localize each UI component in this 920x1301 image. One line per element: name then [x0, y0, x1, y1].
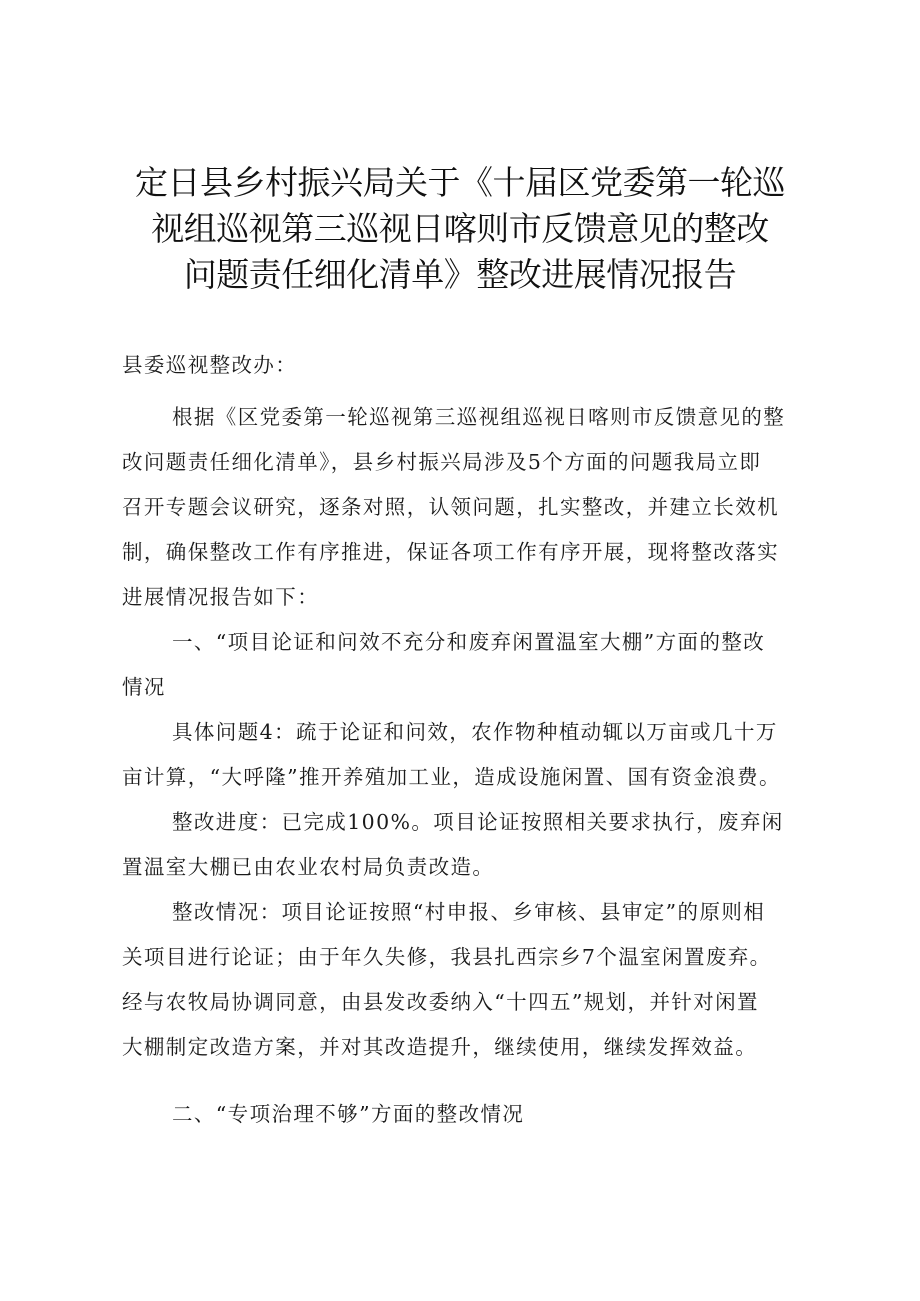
- paragraph-line: 亩计算，“大呼隆”推开养殖加工业，造成设施闲置、国有资金浪费。: [122, 765, 781, 789]
- paragraph-gap: [122, 1070, 812, 1092]
- paragraph-line: 进展情况报告如下：: [122, 585, 320, 609]
- title-line: 问题责任细化清单》整改进展情况报告: [183, 255, 737, 294]
- section-1-heading: [122, 620, 812, 710]
- paragraph-line: 根据《区党委第一轮巡视第三巡视组巡视日喀则市反馈意见的整: [172, 405, 786, 429]
- paragraph-line: 整改进度：已完成100%。项目论证按照相关要求执行，废弃闲: [172, 810, 784, 834]
- title-line: 定日县乡村振兴局关于《十届区党委第一轮巡: [135, 163, 785, 202]
- section-2-heading: 二、“专项治理不够”方面的整改情况: [172, 1102, 525, 1126]
- paragraph-line: 经与农牧局协调同意，由县发改委纳入“十四五”规划，并针对闲置: [122, 990, 759, 1014]
- paragraph-line: 整改情况：项目论证按照“村申报、乡审核、县审定”的原则相: [172, 900, 766, 924]
- heading-line: 情况: [122, 675, 166, 699]
- paragraph-line: 召开专题会议研究，逐条对照，认领问题，扎实整改，并建立长效机: [122, 495, 779, 519]
- salutation: 县委巡视整改办：: [122, 353, 298, 377]
- paragraph-line: 制，确保整改工作有序推进，保证各项工作有序开展，现将整改落实: [122, 540, 779, 564]
- document-title: [120, 160, 800, 298]
- title-line: 视组巡视第三巡视日喀则市反馈意见的整改: [151, 209, 769, 248]
- paragraph-line: 改问题责任细化清单》，县乡村振兴局涉及5个方面的问题我局立即: [122, 450, 762, 474]
- paragraph-line: 关项目进行论证；由于年久失修，我县扎西宗乡7个温室闲置废弃。: [122, 945, 772, 969]
- paragraph-line: 大棚制定改造方案，并对其改造提升，继续使用，继续发挥效益。: [122, 1035, 758, 1059]
- progress-paragraph: [122, 800, 812, 890]
- heading-line: 一、“项目论证和问效不充分和废弃闲置温室大棚”方面的整改: [172, 630, 766, 654]
- paragraph-line: 具体问题4：疏于论证和问效，农作物种植动辄以万亩或几十万: [172, 720, 778, 744]
- paragraph-line: 置温室大棚已由农业农村局负责改造。: [122, 855, 495, 879]
- intro-paragraph: [122, 395, 812, 620]
- document-body: [122, 343, 812, 1137]
- status-paragraph: [122, 890, 812, 1070]
- problem-paragraph: [122, 710, 812, 800]
